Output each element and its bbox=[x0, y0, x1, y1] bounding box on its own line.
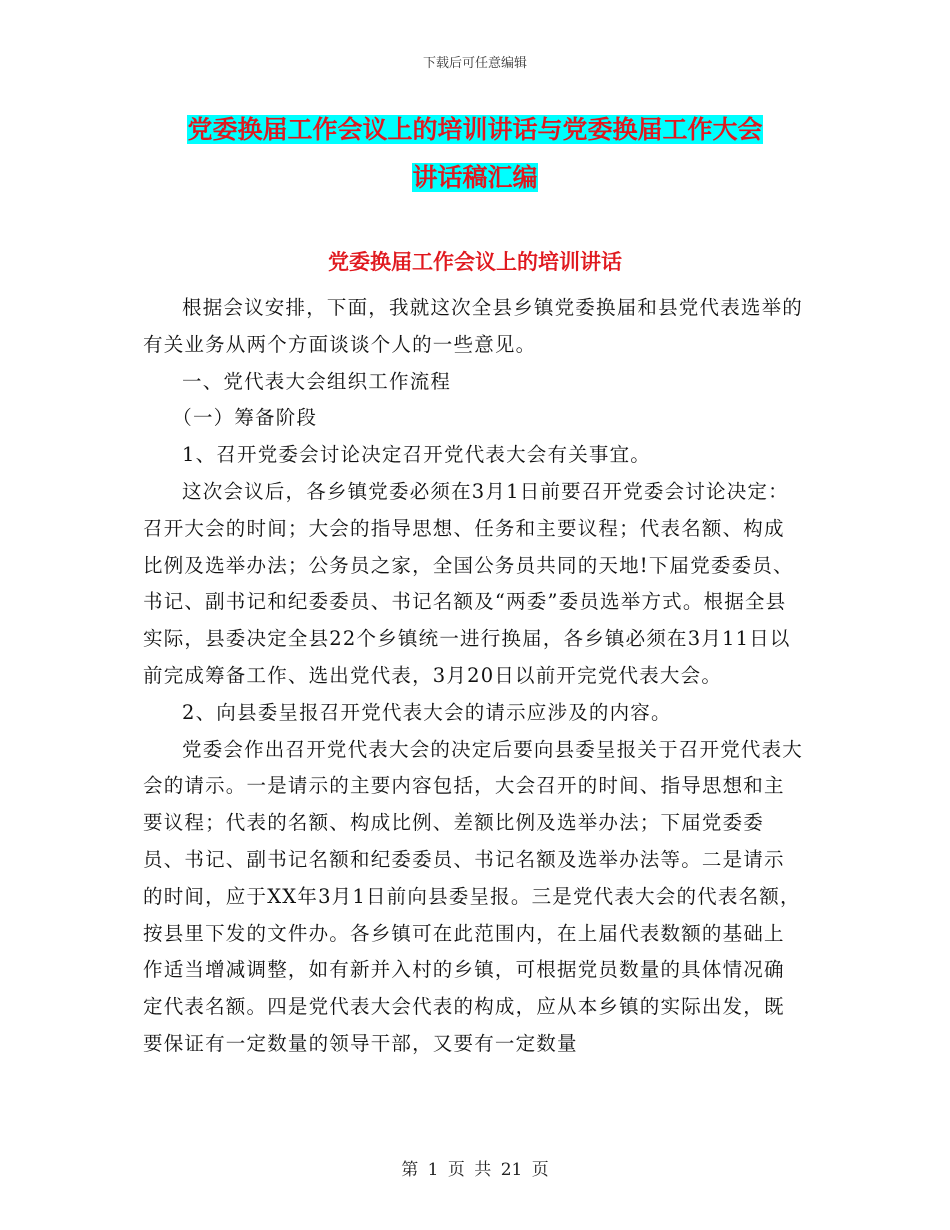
page-footer-number: 第 1 页 共 21 页 bbox=[401, 1160, 549, 1180]
subheading-preparation: （一）筹备阶段 bbox=[172, 406, 318, 430]
heading-part-one: 一、党代表大会组织工作流程 bbox=[182, 369, 452, 393]
paragraph-item-1: 这次会议后，各乡镇党委必须在3月1日前要召开党委会讨论决定：召开大会的时间；大会的指导思想、任务和主要议程；代表名额、构成比例及选举办法；公务员之家，全国公务员共同的天地!下届党委委员、书记、副书记和纪委委员、书记名额及“两委”委员选举方式。根据全县实际，县委决定全县22个乡镇统一进行换届，各乡镇必须在3月11日以前完成筹备工作、选出党代表，3月20日以前开完党代表大会。 bbox=[143, 479, 794, 687]
item-heading-2: 2、向县委呈报召开党代表大会的请示应涉及的内容。 bbox=[182, 700, 672, 724]
page-header-note: 下载后可任意编辑 bbox=[422, 56, 527, 71]
title-line-1: 党委换届工作会议上的培训讲话与党委换届工作大会 bbox=[187, 115, 763, 144]
paragraph-item-2: 党委会作出召开党代表大会的决定后要向县委呈报关于召开党代表大会的请示。一是请示的主要内容包括，大会召开的时间、指导思想和主要议程；代表的名额、构成比例、差额比例及选举办法；下届党委委员、书记、副书记名额和纪委委员、书记名额及选举办法等。二是请示的时间，应于XX年3月1日前向县委呈报。三是党代表大会的代表名额，按县里下发的文件办。各乡镇可在此范围内，在上届代表数额的基础上作适当增减调整，如有新并入村的乡镇，可根据党员数量的具体情况确定代表名额。四是党代表大会代表的构成，应从本乡镇的实际出发，既要保证有一定数量的领导干部，又要有一定数量 bbox=[143, 737, 804, 1055]
title-line-2: 讲话稿汇编 bbox=[412, 163, 538, 192]
section-title: 党委换届工作会议上的培训讲话 bbox=[328, 250, 622, 274]
paragraph-intro: 根据会议安排，下面，我就这次全县乡镇党委换届和县党代表选举的有关业务从两个方面谈谈个人的一些意见。 bbox=[143, 296, 804, 356]
item-heading-1: 1、召开党委会讨论决定召开党代表大会有关事宜。 bbox=[182, 443, 652, 467]
document-title bbox=[140, 106, 810, 202]
document-body bbox=[143, 290, 803, 1063]
